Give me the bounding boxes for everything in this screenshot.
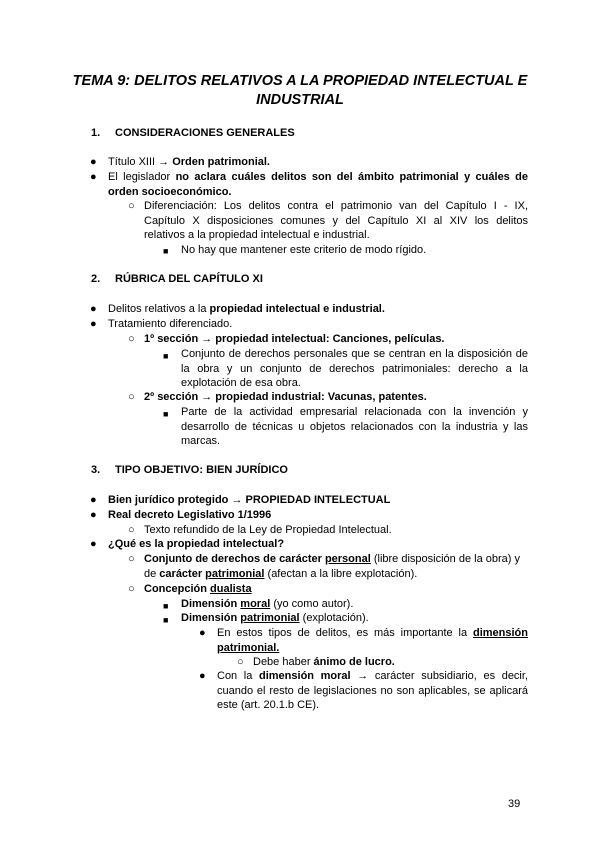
- list-item: En estos tipos de delitos, es más importante la dimensión patrimonial.: [217, 627, 528, 654]
- circle-bullet: ○: [128, 553, 135, 565]
- list-item: ¿Qué es la propiedad intelectual?: [108, 538, 285, 550]
- circle-bullet: ○: [128, 200, 135, 212]
- square-bullet: ■: [163, 246, 169, 256]
- list-item: Conjunto de derechos personales que se centran en la disposición de la obra y un conjunto de derechos patrimoniales: derecho a la explotación de esa obra.: [181, 348, 528, 389]
- list-item: Parte de la actividad empresarial relacionada con la invención y desarrollo de técnicas u objetos relacionados con la industria y las marcas.: [181, 406, 528, 447]
- page-number: 39: [508, 798, 521, 810]
- circle-bullet: ○: [237, 656, 244, 668]
- list-item: Delitos relativos a la propiedad intelectual e industrial.: [108, 303, 385, 315]
- list-item: Diferenciación: Los delitos contra el patrimonio van del Capítulo I - IX, Capítulo X disposiciones comunes y del Capítulo XI al XIV los delitos relativos a la propiedad intelectual e industrial.: [144, 200, 528, 241]
- bullet-dot: ●: [90, 156, 97, 168]
- title-line-1: TEMA 9: DELITOS RELATIVOS A LA PROPIEDAD INTELECTUAL E: [72, 73, 528, 89]
- list-item: Bien jurídico protegido → PROPIEDAD INTELECTUAL: [108, 494, 391, 506]
- square-bullet: ■: [163, 601, 169, 611]
- list-item: Con la dimensión moral → carácter subsidiario, es decir, cuando el resto de legislaciones no son aplicables, se aplicará este (art. 20.1.b CE).: [217, 670, 528, 711]
- list-item: Tratamiento diferenciado.: [108, 318, 233, 330]
- bullet-dot: ●: [90, 171, 97, 183]
- list-item: Texto refundido de la Ley de Propiedad Intelectual.: [144, 524, 392, 536]
- list-item: Dimensión moral (yo como autor).: [181, 598, 354, 610]
- bullet-dot: ●: [90, 494, 97, 506]
- list-item: Título XIII → Orden patrimonial.: [108, 156, 270, 168]
- square-bullet: ■: [163, 615, 169, 625]
- list-item: 1º sección → propiedad intelectual: Canciones, películas.: [144, 333, 445, 345]
- bullet-dot: ●: [90, 538, 97, 550]
- bullet-dot: ●: [90, 303, 97, 315]
- bullet-dot: ●: [90, 318, 97, 330]
- circle-bullet: ○: [128, 583, 135, 595]
- page-title: [70, 72, 530, 110]
- square-bullet: ■: [163, 409, 169, 419]
- bullet-dot: ●: [199, 670, 206, 682]
- list-item: Concepción dualista: [144, 583, 252, 595]
- section-heading-1: 1. CONSIDERACIONES GENERALES: [91, 127, 295, 139]
- list-item: Debe haber ánimo de lucro.: [253, 656, 395, 668]
- list-item: 2º sección → propiedad industrial: Vacunas, patentes.: [144, 391, 427, 403]
- list-item: Real decreto Legislativo 1/1996: [108, 509, 272, 521]
- list-item: Conjunto de derechos de carácter personal (libre disposición de la obra) y de carácter patrimonial (afectan a la libre explotación).: [144, 553, 520, 580]
- section-heading-2: 2. RÚBRICA DEL CAPÍTULO XI: [91, 273, 263, 285]
- list-item: No hay que mantener este criterio de modo rígido.: [181, 244, 427, 256]
- bullet-dot: ●: [199, 627, 206, 639]
- title-line-2: INDUSTRIAL: [256, 92, 344, 108]
- circle-bullet: ○: [128, 333, 135, 345]
- list-item: El legislador no aclara cuáles delitos son del ámbito patrimonial y cuáles de orden socioeconómico.: [108, 171, 528, 198]
- circle-bullet: ○: [128, 524, 135, 536]
- circle-bullet: ○: [128, 391, 135, 403]
- square-bullet: ■: [163, 351, 169, 361]
- section-heading-3: 3. TIPO OBJETIVO: BIEN JURÍDICO: [91, 464, 288, 476]
- bullet-dot: ●: [90, 509, 97, 521]
- list-item: Dimensión patrimonial (explotación).: [181, 612, 369, 624]
